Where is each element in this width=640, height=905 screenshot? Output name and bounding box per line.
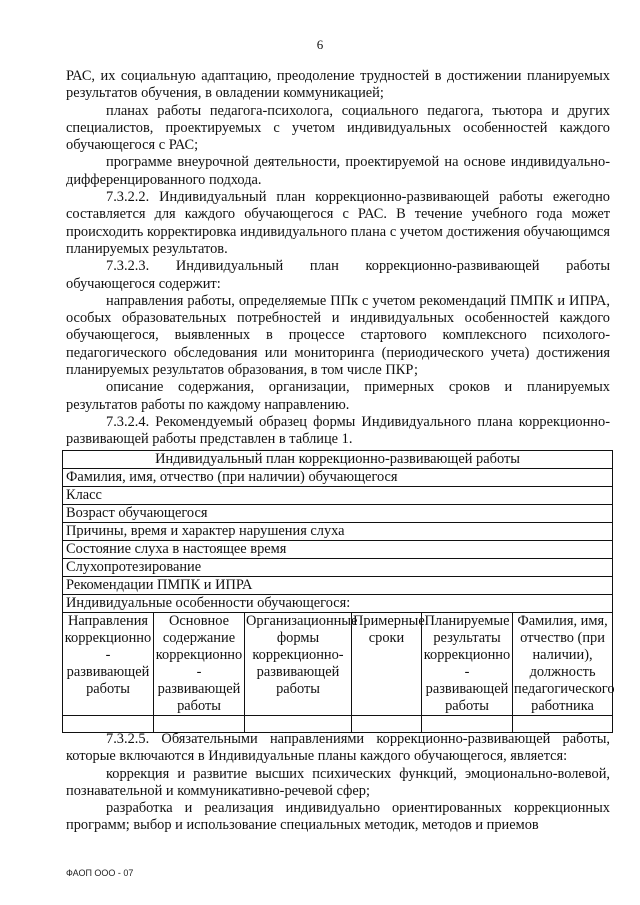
table-cell (63, 716, 154, 733)
paragraph: РАС, их социальную адаптацию, преодоление трудностей в достижении планируемых результатов обучения, в овладении коммуникацией; (66, 68, 610, 102)
paragraph: описание содержания, организации, примерных сроков и планируемых результатов работы по каждому направлению. (66, 379, 610, 413)
paragraph: направления работы, определяемые ППк с учетом рекомендаций ПМПК и ИПРА, особых образовательных потребностей и индивидуальных особенностей каждого обучающегося, выявленных в процессе стартового комплексного психолого-педагогического обследования или мониторинга (периодического учета) достижения планируемых результатов образования, в том числе ПКР; (66, 292, 610, 379)
column-header: Направления коррекционно - развивающей работы (63, 613, 154, 716)
column-header: Организационные формы коррекционно-развивающей работы (245, 613, 352, 716)
table-row: Возраст обучающегося (63, 505, 613, 523)
column-header: Планируемые результаты коррекционно - развивающей работы (422, 613, 513, 716)
table-row: Рекомендации ПМПК и ИПРА (63, 577, 613, 595)
table-row: Класс (63, 487, 613, 505)
table-row: Состояние слуха в настоящее время (63, 541, 613, 559)
paragraph: 7.3.2.4. Рекомендуемый образец формы Индивидуального плана коррекционно-развивающей работы представлен в таблице 1. (66, 413, 610, 448)
table-title: Индивидуальный план коррекционно-развивающей работы (63, 451, 613, 469)
paragraph: планах работы педагога-психолога, социального педагога, тьютора и других специалистов, проектируемых с учетом индивидуальных особенностей каждого обучающегося с РАС; (66, 102, 610, 154)
table-cell (245, 716, 352, 733)
table-row: Слухопротезирование (63, 559, 613, 577)
table-row: Индивидуальные особенности обучающегося: (63, 595, 613, 613)
page-number: 6 (316, 37, 324, 52)
paragraph: 7.3.2.5. Обязательными направлениями коррекционно-развивающей работы, которые включаются в Индивидуальные планы каждого обучающегося, является: (66, 731, 610, 765)
table-row: Причины, время и характер нарушения слуха (63, 523, 613, 541)
body-text-top (66, 68, 610, 449)
table-cell (352, 716, 422, 733)
body-text-bottom (66, 731, 610, 835)
footer-code: ФАОП ООО - 07 (66, 868, 134, 878)
paragraph: разработка и реализация индивидуально ориентированных коррекционных программ; выбор и использование специальных методик, методов и приемов (66, 800, 610, 834)
paragraph: программе внеурочной деятельности, проектируемой на основе индивидуально-дифференцированного подхода. (66, 154, 610, 188)
table-cell (154, 716, 245, 733)
paragraph: 7.3.2.2. Индивидуальный план коррекционно-развивающей работы ежегодно составляется для каждого обучающегося с РАС. В течение учебного года может происходить корректировка индивидуального плана с учетом достижения обучающимся планируемых результатов. (66, 189, 610, 257)
paragraph: коррекция и развитие высших психических функций, эмоционально-волевой, познавательной и коммуникативно-речевой сфер; (66, 765, 610, 799)
table-row: Фамилия, имя, отчество (при наличии) обучающегося (63, 469, 613, 487)
table-cell (513, 716, 613, 733)
plan-table (62, 450, 615, 733)
column-header: Основное содержание коррекционно - развивающей работы (154, 613, 245, 716)
table-cell (422, 716, 513, 733)
column-header: Примерные сроки (352, 613, 422, 716)
paragraph: 7.3.2.3. Индивидуальный план коррекционно-развивающей работы обучающегося содержит: (66, 258, 610, 292)
column-header: Фамилия, имя, отчество (при наличии), должность педагогического работника (514, 613, 615, 714)
